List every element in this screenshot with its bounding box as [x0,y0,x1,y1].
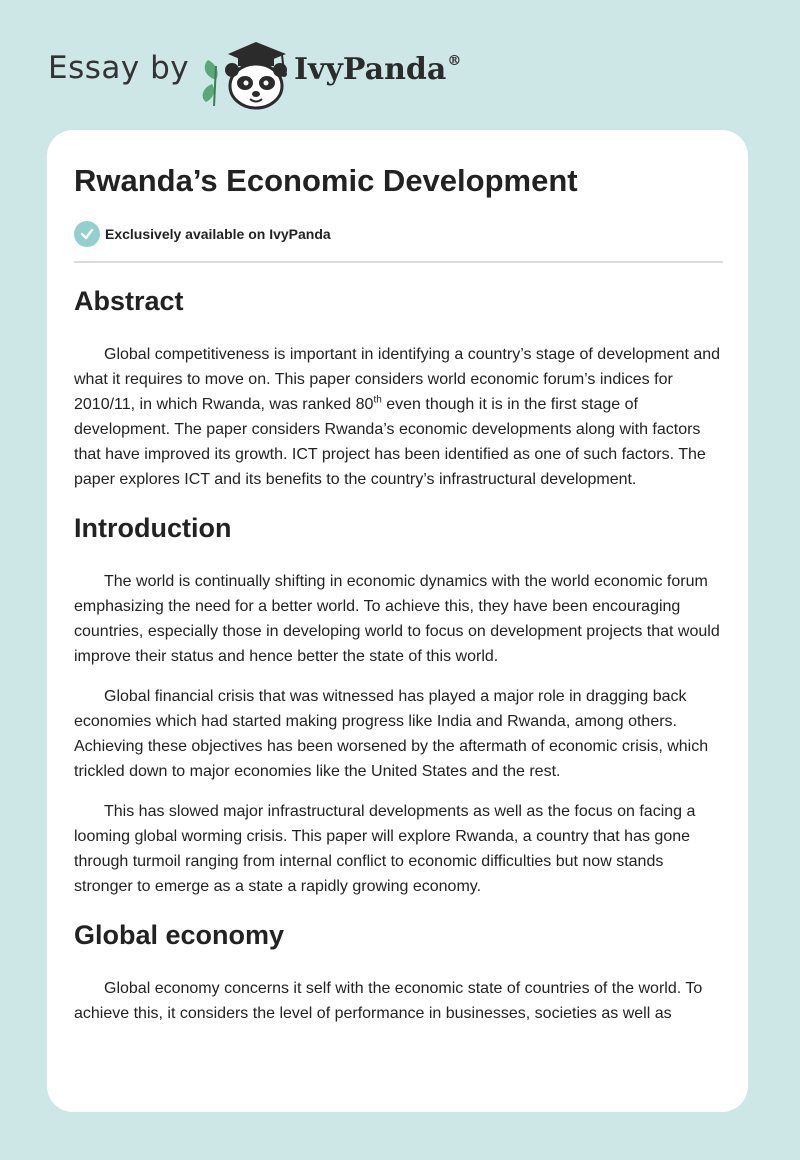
divider [74,261,723,263]
essay-body [74,280,724,1041]
paragraph: Global competitiveness is important in identifying a country’s stage of development and what it requires to move on. This paper considers world economic forum’s indices for 2010/11, in which Rwanda, was ranked 80th even though it is in the first stage of development. The paper considers Rwanda’s economic developments along with factors that have improved its growth. ICT project has been identified as one of such factors. The paper explores ICT and its benefits to the country’s infrastructural development. [74,346,721,488]
section-heading-introduction: Introduction [74,513,232,543]
essay-by-label: Essay by [48,50,190,86]
paragraph: Global financial crisis that was witnessed has played a major role in dragging back economies which had started making progress like India and Rwanda, among others. Achieving these objectives has been worsened by the aftermath of economic crisis, which trickled down to major economies like the United States and the rest. [74,688,709,780]
section-heading-global-economy: Global economy [74,920,285,950]
site-header [0,0,800,130]
check-icon [74,221,100,247]
exclusive-badge [74,221,331,247]
page-title: Rwanda’s Economic Development [74,163,578,198]
section-heading-abstract: Abstract [74,286,184,316]
panda-graduate-icon [198,36,294,110]
paragraph: The world is continually shifting in economic dynamics with the world economic forum emphasizing the need for a better world. To achieve this, they have been encouraging countries, especially those in developing world to focus on development projects that would improve their status and hence better the state of this world. [74,573,720,665]
essay-card [47,130,748,1112]
paragraph: Global economy concerns it self with the economic state of countries of the world. To achieve this, it considers the level of performance in businesses, societies as well as [74,980,703,1022]
exclusive-label: Exclusively available on IvyPanda [105,226,331,242]
paragraph: This has slowed major infrastructural developments as well as the focus on facing a looming global worming crisis. This paper will explore Rwanda, a country that has gone through turmoil ranging from internal conflict to economic difficulties but now stands stronger to emerge as a state a rapidly growing economy. [74,803,696,895]
brand-name[interactable]: IvyPanda® [294,52,462,87]
